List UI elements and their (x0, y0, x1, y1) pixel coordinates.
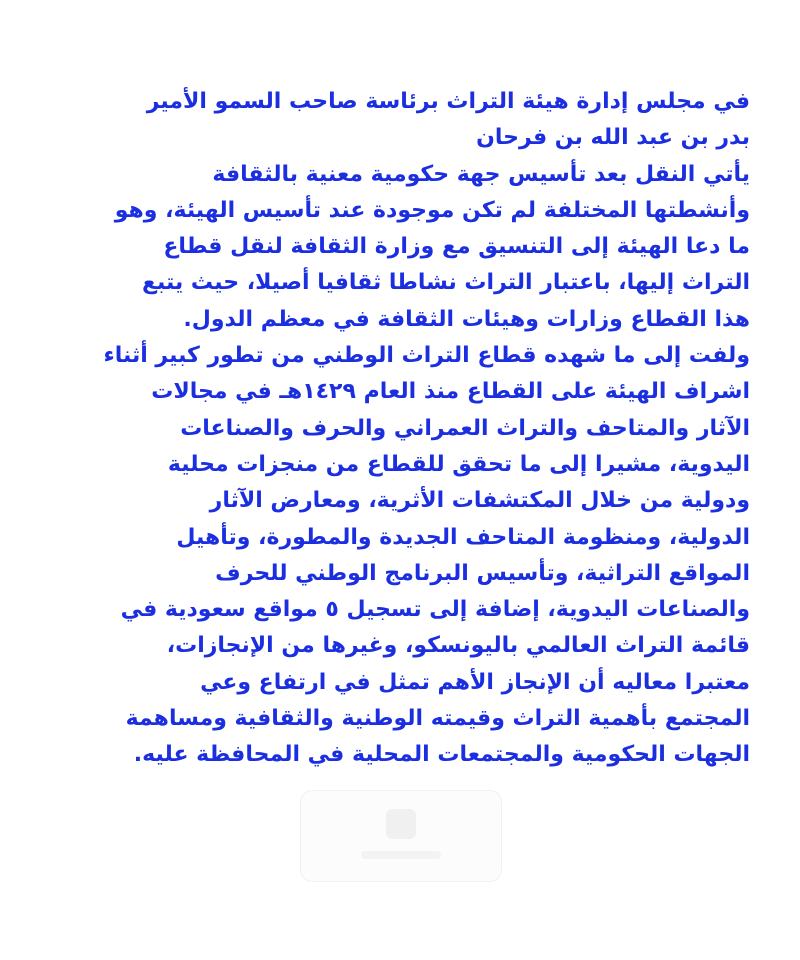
text-line: وأنشطتها المختلفة لم تكن موجودة عند تأسيس الهيئة، وهو (114, 197, 750, 223)
text-line: ودولية من خلال المكتشفات الأثرية، ومعارض الآثار (209, 488, 750, 514)
text-line: ما دعا الهيئة إلى التنسيق مع وزارة الثقافة لنقل قطاع (163, 234, 750, 260)
text-line: قائمة التراث العالمي باليونسكو، وغيرها من الإنجازات، (166, 633, 750, 659)
text-line: المواقع التراثية، وتأسيس البرنامج الوطني للحرف (215, 560, 750, 586)
text-line: والصناعات اليدوية، إضافة إلى تسجيل ٥ مواقع سعودية في (120, 597, 750, 623)
text-line: معتبرا معاليه أن الإنجاز الأهم تمثل في ارتفاع وعي (200, 669, 750, 695)
text-line: ولفت إلى ما شهده قطاع التراث الوطني من تطور كبير أثناء (103, 343, 750, 369)
text-line: التراث إليها، باعتبار التراث نشاطا ثقافيا أصيلا، حيث يتبع (142, 270, 750, 296)
text-line: الآثار والمتاحف والتراث العمراني والحرف والصناعات (180, 415, 750, 441)
text-line: المجتمع بأهمية التراث وقيمته الوطنية والثقافية ومساهمة (125, 706, 750, 732)
text-line: الجهات الحكومية والمجتمعات المحلية في المحافظة عليه. (133, 742, 750, 768)
text-line: اشراف الهيئة على القطاع منذ العام ١٤٢٩هـ في مجالات (151, 379, 750, 405)
text-line: الدولية، ومنظومة المتاحف الجديدة والمطورة، وتأهيل (176, 524, 750, 550)
watermark-bar (361, 851, 441, 859)
text-line: اليدوية، مشيرا إلى ما تحقق للقطاع من منجزات محلية (167, 451, 750, 477)
watermark-logo (300, 790, 502, 882)
text-line: بدر بن عبد الله بن فرحان (476, 125, 750, 151)
text-line: يأتي النقل بعد تأسيس جهة حكومية معنية بالثقافة (212, 161, 750, 187)
article-text (103, 84, 750, 774)
text-line: هذا القطاع وزارات وهيئات الثقافة في معظم الدول. (183, 306, 750, 332)
text-line: في مجلس إدارة هيئة التراث برئاسة صاحب السمو الأمير (146, 89, 750, 114)
logo-icon (386, 809, 416, 839)
